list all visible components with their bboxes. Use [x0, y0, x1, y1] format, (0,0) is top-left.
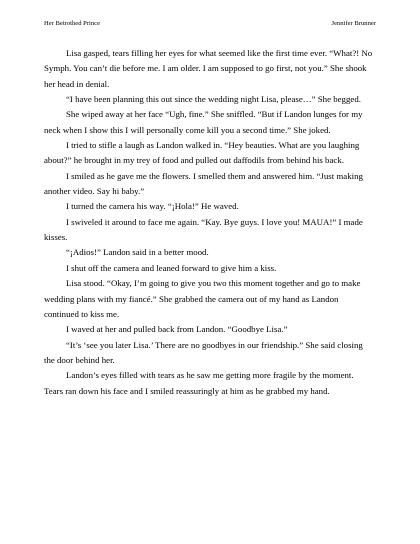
- header-book-title: Her Betrothed Prince: [44, 20, 101, 27]
- paragraph: I tried to stifle a laugh as Landon walked in. “Hey beauties. What are you laughing about?” he brought in my trey of food and pulled out daffodils from behind his back.: [44, 140, 360, 166]
- paragraph: I swiveled it around to face me again. “Kay. Bye guys. I love you! MAUA!” I made kisses.: [44, 216, 363, 243]
- paragraph: I shut off the camera and leaned forward to give him a kiss.: [66, 262, 277, 273]
- header-author-name: Jennifer Brunner: [331, 20, 376, 27]
- paragraph: I waved at her and pulled back from Landon. “Goodbye Lisa.”: [66, 324, 288, 335]
- paragraph: “It’s ‘see you later Lisa.’ There are no goodbyes in our friendship.” She said closing the door behind her.: [44, 339, 363, 365]
- paragraph: “¡Adios!” Landon said in a better mood.: [66, 247, 209, 258]
- paragraph: Landon’s eyes filled with tears as he saw me getting more fragile by the moment. Tears ran down his face and I smiled reassuringly at him as he grabbed my hand.: [44, 370, 354, 396]
- running-header: [44, 19, 376, 29]
- paragraph: I smiled as he gave me the flowers. I smelled them and answered him. “Just making another video. Say hi baby.”: [44, 170, 363, 197]
- paragraph: Lisa gasped, tears filling her eyes for what seemed like the first time ever. “What?! No Symph. You can’t die before me. I am older. I am supposed to go first, not you.” She shook her head in denial.: [44, 48, 373, 89]
- paragraph: She wiped away at her face “Ugh, fine.” She sniffled. “But if Landon lunges for my neck when I show this I will personally come kill you a second time.” She joked.: [44, 109, 363, 135]
- paragraph: Lisa stood. “Okay, I’m going to give you two this moment together and go to make wedding plans with my fiancé.” She grabbed the camera out of my hand as Landon continued to kiss me.: [44, 278, 361, 319]
- paragraph: I turned the camera his way. “¡Hola!” He waved.: [66, 201, 239, 212]
- body-text: [44, 46, 373, 399]
- paragraph: “I have been planning this out since the wedding night Lisa, please…” She begged.: [66, 94, 361, 105]
